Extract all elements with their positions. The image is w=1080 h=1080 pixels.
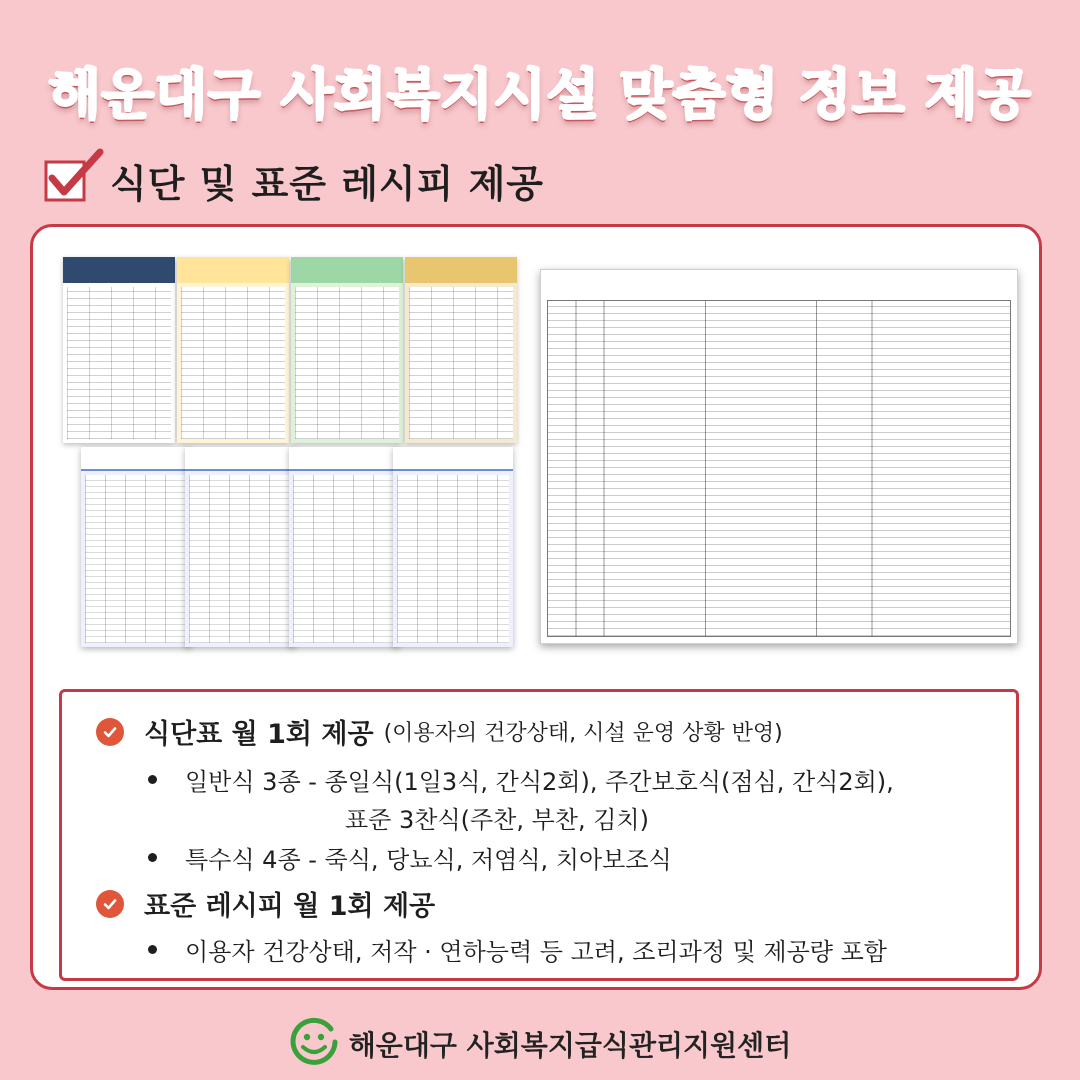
circle-check-icon <box>96 718 124 746</box>
bullet-dot-icon <box>148 945 157 954</box>
info-item-recipe <box>96 884 435 923</box>
meal-plan-thumbnail <box>393 447 513 647</box>
recipe-document-thumbnail <box>540 269 1018 644</box>
content-panel <box>30 224 1042 990</box>
bullet-text: 일반식 3종 - 종일식(1일3식, 간식2회), 주간보호식(점심, 간식2회), <box>185 768 894 796</box>
list-item <box>148 762 894 797</box>
list-item-continuation <box>345 800 649 835</box>
meal-plan-note: (이용자의 건강상태, 시설 운영 상황 반영) <box>383 721 783 746</box>
meal-plan-thumbnail <box>405 257 517 443</box>
meal-plan-thumbnail <box>81 447 191 647</box>
section-label: 식단 및 표준 레시피 제공 <box>110 161 544 206</box>
list-item <box>148 932 887 967</box>
bullet-dot-icon <box>148 775 157 784</box>
circle-check-icon <box>96 890 124 918</box>
bullet-text: 이용자 건강상태, 저작 · 연하능력 등 고려, 조리과정 및 제공량 포함 <box>185 938 887 966</box>
meal-plan-thumbnail <box>289 447 399 647</box>
meal-plan-thumbnail <box>63 257 175 443</box>
meal-plan-thumbnails <box>63 257 518 647</box>
organization-name: 해운대구 사회복지급식관리지원센터 <box>348 1029 792 1062</box>
smiley-logo-icon <box>289 1017 339 1071</box>
list-item <box>148 840 672 875</box>
meal-plan-thumbnail <box>185 447 295 647</box>
info-box <box>59 689 1019 981</box>
meal-plan-thumbnail <box>291 257 403 443</box>
recipe-heading: 표준 레시피 월 1회 제공 <box>144 891 436 922</box>
bullet-dot-icon <box>148 853 157 862</box>
meal-plan-thumbnail <box>177 257 289 443</box>
section-heading <box>46 148 544 212</box>
info-item-meal-plan <box>96 712 783 751</box>
bullet-text: 특수식 4종 - 죽식, 당뇨식, 저염식, 치아보조식 <box>185 846 672 874</box>
checkbox-check-icon <box>46 160 86 200</box>
footer <box>0 1016 1080 1072</box>
meal-plan-heading: 식단표 월 1회 제공 <box>144 719 374 750</box>
bullet-text: 표준 3찬식(주찬, 부찬, 김치) <box>345 806 649 834</box>
page-title: 해운대구 사회복지시설 맞춤형 정보 제공 <box>48 63 1032 126</box>
